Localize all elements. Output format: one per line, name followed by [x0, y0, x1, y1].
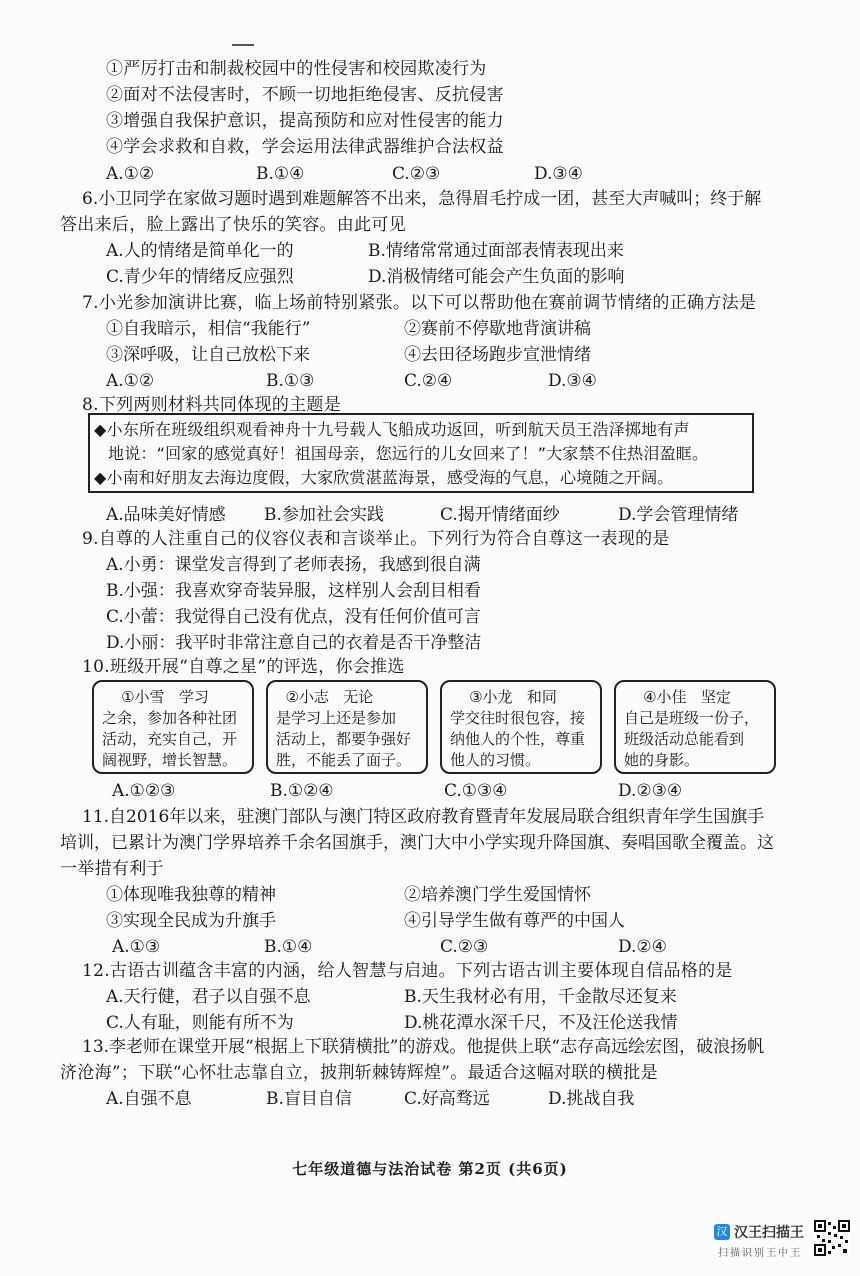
q7-option-d: D.③④ — [548, 371, 597, 391]
q12-option-c: C.人有耻，则能有所不为 — [106, 1013, 294, 1033]
q5-option-a: A.①② — [106, 164, 155, 184]
q7-option-a: A.①② — [106, 371, 155, 391]
page-footer: 七年级道德与法治试卷 第2页 (共6页) — [292, 1160, 568, 1178]
q5-option-b: B.①④ — [256, 164, 305, 184]
q10-card-4-line-3: 班级活动总能看到 — [624, 730, 745, 748]
q13-option-d: D.挑战自我 — [548, 1089, 635, 1109]
q11-option-a: A.①③ — [112, 937, 161, 957]
q5-option-d: D.③④ — [534, 164, 583, 184]
q9-option-b: B.小强：我喜欢穿奇装异服，这样别人会刮目相看 — [106, 581, 481, 601]
q8-material-box — [88, 413, 754, 493]
q10-card-4 — [614, 680, 776, 774]
q11-stem-line-2: 培训，已累计为澳门学界培养千余名国旗手，澳门大中小学实现升降国旗、奏唱国歌全覆盖。这 — [60, 833, 774, 853]
q10-option-b: B.①②④ — [270, 781, 334, 801]
q10-card-3-line-4: 他人的习惯。 — [450, 751, 541, 769]
q8-material-line-3: ◆小南和好朋友去海边度假，大家欣赏湛蓝海景，感受海的气息，心境随之开阔。 — [94, 468, 674, 487]
q13-option-c: C.好高骛远 — [404, 1089, 490, 1109]
q6-stem-line-1: 6.小卫同学在家做习题时遇到难题解答不出来，急得眉毛拧成一团，甚至大声喊叫；终于解 — [82, 189, 762, 209]
q7-option-b: B.①③ — [266, 371, 315, 391]
watermark-title: 汉王扫描王 — [734, 1225, 804, 1241]
q7-stem: 7.小光参加演讲比赛，临上场前特别紧张。以下可以帮助他在赛前调节情绪的正确方法是 — [82, 293, 757, 313]
q8-option-a: A.品味美好情感 — [106, 505, 226, 525]
q10-stem: 10.班级开展“自尊之星”的评选，你会推选 — [82, 657, 405, 677]
q6-option-a: A.人的情绪是简单化一的 — [106, 241, 294, 261]
q11-item-3: ③实现全民成为升旗手 — [106, 911, 276, 931]
q11-item-2: ②培养澳门学生爱国情怀 — [404, 885, 591, 905]
q10-card-3-line-3: 纳他人的个性，尊重 — [450, 730, 586, 748]
q10-option-c: C.①③④ — [444, 781, 508, 801]
q5-item-3: ③增强自我保护意识，提高预防和应对性侵害的能力 — [106, 111, 504, 131]
q10-card-1-line-4: 阔视野，增长智慧。 — [102, 751, 238, 769]
q10-card-2-line-2: 是学习上还是参加 — [276, 709, 397, 727]
q13-stem-line-1: 13.李老师在课堂开展“根据上下联猜横批”的游戏。他提供上联“志存高远绘宏图，破浪扬帆 — [82, 1037, 765, 1057]
q12-option-b: B.天生我材必有用，千金散尽还复来 — [404, 987, 677, 1007]
q5-option-c: C.②③ — [392, 164, 441, 184]
q6-option-c: C.青少年的情绪反应强烈 — [106, 267, 294, 287]
q7-item-3: ③深呼吸，让自己放松下来 — [106, 345, 310, 365]
q13-option-b: B.盲目自信 — [266, 1089, 352, 1109]
q10-card-4-line-4: 她的身影。 — [624, 751, 700, 769]
q11-stem-line-3: 一举措有利于 — [60, 859, 164, 879]
qr-code-icon — [814, 1220, 850, 1256]
q11-option-d: D.②④ — [618, 937, 667, 957]
q12-option-a: A.天行健，君子以自强不息 — [106, 987, 311, 1007]
q10-card-1-line-1: ①小雪 学习 — [102, 688, 209, 706]
q10-card-2-line-4: 胜，不能丢了面子。 — [276, 751, 412, 769]
q9-option-a: A.小勇：课堂发言得到了老师表扬，我感到很自满 — [106, 555, 481, 575]
q11-item-1: ①体现唯我独尊的精神 — [106, 885, 276, 905]
q11-option-b: B.①④ — [264, 937, 313, 957]
q8-option-d: D.学会管理情绪 — [618, 505, 739, 525]
q10-card-4-line-1: ④小佳 坚定 — [624, 688, 731, 706]
q5-item-1: ①严厉打击和制裁校园中的性侵害和校园欺凌行为 — [106, 59, 487, 79]
q10-card-3 — [440, 680, 602, 774]
q5-item-2: ②面对不法侵害时，不顾一切地拒绝侵害、反抗侵害 — [106, 85, 504, 105]
q10-card-3-line-2: 学交往时很包容，接 — [450, 709, 586, 727]
q11-stem-line-1: 11.自2016年以来，驻澳门部队与澳门特区政府教育暨青年发展局联合组织青年学生国旗手 — [82, 807, 765, 827]
q10-option-d: D.②③④ — [618, 781, 683, 801]
q8-material-line-1: ◆小东所在班级组织观看神舟十九号载人飞船成功返回，听到航天员王浩泽掷地有声 — [94, 420, 690, 439]
q7-item-2: ②赛前不停歇地背演讲稿 — [404, 319, 591, 339]
q7-item-1: ①自我暗示，相信“我能行” — [106, 319, 311, 339]
q10-card-2 — [266, 680, 428, 774]
q7-option-c: C.②④ — [404, 371, 453, 391]
q10-card-2-line-3: 活动上，都要争强好 — [276, 730, 412, 748]
q13-stem-line-2: 济沧海”；下联“心怀壮志靠自立，披荆斩棘铸辉煌”。最适合这幅对联的横批是 — [60, 1063, 658, 1083]
q8-option-b: B.参加社会实践 — [264, 505, 384, 525]
q11-option-c: C.②③ — [440, 937, 489, 957]
q13-option-a: A.自强不息 — [106, 1089, 192, 1109]
q10-card-2-line-1: ②小志 无论 — [276, 688, 374, 706]
q11-item-4: ④引导学生做有尊严的中国人 — [404, 911, 625, 931]
q10-card-4-line-2: 自己是班级一份子， — [624, 709, 760, 727]
q9-option-d: D.小丽：我平时非常注意自己的衣着是否干净整洁 — [106, 633, 482, 653]
q10-card-1-line-3: 活动，充实自己，开 — [102, 730, 238, 748]
top-mark — [232, 44, 254, 46]
q8-option-c: C.揭开情绪面纱 — [440, 505, 560, 525]
q12-option-d: D.桃花潭水深千尺，不及汪伦送我情 — [404, 1013, 678, 1033]
q10-card-3-line-1: ③小龙 和同 — [450, 688, 557, 706]
q6-stem-line-2: 答出来后，脸上露出了快乐的笑容。由此可见 — [60, 215, 406, 235]
q12-stem: 12.古语古训蕴含丰富的内涵，给人智慧与启迪。下列古语古训主要体现自信品格的是 — [82, 961, 733, 981]
q10-option-a: A.①②③ — [112, 781, 176, 801]
scanner-logo-icon: 汉 — [714, 1224, 730, 1240]
q5-item-4: ④学会求救和自救，学会运用法律武器维护合法权益 — [106, 137, 504, 157]
scanner-watermark — [714, 1220, 854, 1268]
q10-card-1 — [92, 680, 254, 774]
q10-card-1-line-2: 之余，参加各种社团 — [102, 709, 238, 727]
q6-option-d: D.消极情绪可能会产生负面的影响 — [368, 267, 625, 287]
q8-material-line-2: 地说：“回家的感觉真好！祖国母亲，您远行的儿女回来了！”大家禁不住热泪盈眶。 — [108, 444, 709, 463]
q8-stem: 8.下列两则材料共同体现的主题是 — [82, 395, 342, 415]
q9-option-c: C.小蕾：我觉得自己没有优点，没有任何价值可言 — [106, 607, 481, 627]
watermark-subtitle: 扫描识别王中王 — [718, 1248, 802, 1259]
q9-stem: 9.自尊的人注重自己的仪容仪表和言谈举止。下列行为符合自尊这一表现的是 — [82, 529, 670, 549]
q7-item-4: ④去田径场跑步宣泄情绪 — [404, 345, 591, 365]
q6-option-b: B.情绪常常通过面部表情表现出来 — [368, 241, 624, 261]
